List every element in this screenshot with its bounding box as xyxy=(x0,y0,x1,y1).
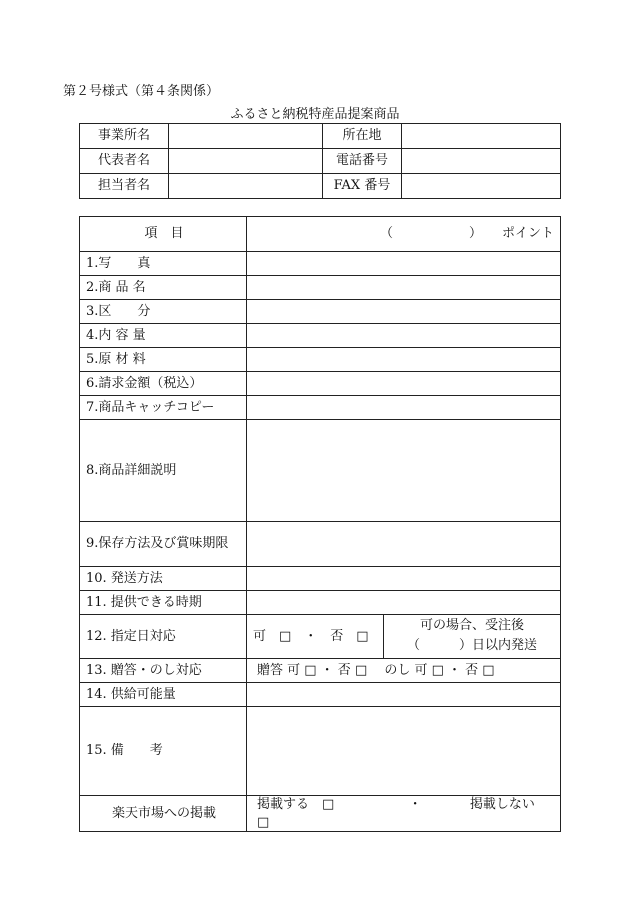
gift-label: 13. 贈答・のし対応 xyxy=(80,659,247,683)
ingredients-label: 5.原 材 料 xyxy=(80,348,247,372)
product-proposal-table xyxy=(79,216,561,832)
rakuten-label: 楽天市場への掲載 xyxy=(80,796,247,832)
shipping-method-label: 10. 発送方法 xyxy=(80,567,247,591)
phone-field[interactable] xyxy=(402,149,561,174)
storage-field[interactable] xyxy=(247,522,561,567)
phone-label: 電話番号 xyxy=(323,149,402,174)
shipping-method-field[interactable] xyxy=(247,567,561,591)
address-label: 所在地 xyxy=(323,124,402,149)
document-title: ふるさと納税特産品提案商品 xyxy=(230,107,400,122)
detail-label: 8.商品詳細説明 xyxy=(80,420,247,522)
period-field[interactable] xyxy=(247,591,561,615)
supply-label: 14. 供給可能量 xyxy=(80,683,247,707)
remarks-label: 15. 備 考 xyxy=(80,707,247,796)
content-field[interactable] xyxy=(247,324,561,348)
date-spec-label: 12. 指定日対応 xyxy=(80,615,247,659)
rakuten-separator: ・ xyxy=(408,797,422,812)
rakuten-cell xyxy=(247,796,561,832)
rakuten-no-option[interactable]: 掲載しない □ xyxy=(257,797,548,830)
representative-field[interactable] xyxy=(169,149,323,174)
business-name-label: 事業所名 xyxy=(80,124,169,149)
ingredients-field[interactable] xyxy=(247,348,561,372)
supply-field[interactable] xyxy=(247,683,561,707)
date-spec-cell xyxy=(247,615,561,659)
rakuten-yes-option[interactable]: 掲載する □ xyxy=(257,797,335,812)
date-spec-note-2[interactable]: （ ）日以内発送 xyxy=(406,638,537,653)
content-label: 4.内 容 量 xyxy=(80,324,247,348)
photo-label: 1.写 真 xyxy=(80,252,247,276)
remarks-field[interactable] xyxy=(247,707,561,796)
date-spec-options[interactable]: 可 □ ・ 否 □ xyxy=(247,615,384,658)
point-close-paren: ） xyxy=(469,226,483,241)
point-open-paren: （ xyxy=(380,226,394,241)
point-label: ポイント xyxy=(501,226,554,241)
category-field[interactable] xyxy=(247,300,561,324)
address-field[interactable] xyxy=(402,124,561,149)
date-spec-note-1: 可の場合、受注後 xyxy=(419,618,524,633)
product-name-label: 2.商 品 名 xyxy=(80,276,247,300)
representative-label: 代表者名 xyxy=(80,149,169,174)
catchcopy-label: 7.商品キャッチコピー xyxy=(80,396,247,420)
price-label: 6.請求金額（税込） xyxy=(80,372,247,396)
gift-options[interactable]: 贈答 可 □ ・ 否 □ のし 可 □ ・ 否 □ xyxy=(247,659,561,683)
photo-field[interactable] xyxy=(247,252,561,276)
fax-label: FAX 番号 xyxy=(323,174,402,199)
catchcopy-field[interactable] xyxy=(247,396,561,420)
storage-label: 9.保存方法及び賞味期限 xyxy=(80,522,247,567)
business-name-field[interactable] xyxy=(169,124,323,149)
contact-label: 担当者名 xyxy=(80,174,169,199)
business-info-table xyxy=(79,123,561,199)
price-field[interactable] xyxy=(247,372,561,396)
period-label: 11. 提供できる時期 xyxy=(80,591,247,615)
detail-field[interactable] xyxy=(247,420,561,522)
item-header: 項 目 xyxy=(80,217,247,252)
contact-field[interactable] xyxy=(169,174,323,199)
category-label: 3.区 分 xyxy=(80,300,247,324)
point-cell[interactable] xyxy=(247,217,561,252)
fax-field[interactable] xyxy=(402,174,561,199)
product-name-field[interactable] xyxy=(247,276,561,300)
form-code: 第２号様式（第４条関係） xyxy=(63,84,220,99)
